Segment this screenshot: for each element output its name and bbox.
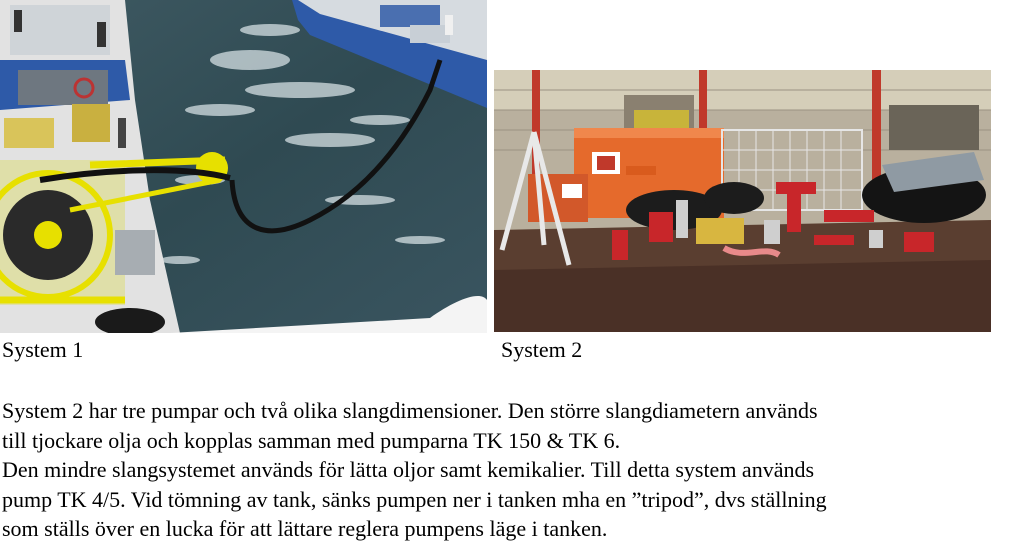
system-2-caption: System 2: [501, 337, 583, 362]
description-line: Den mindre slangsystemet används för lätta oljor samt kemikalier. Till detta system används: [2, 457, 815, 482]
description-line: som ställs över en lucka för att lättare reglera pumpens läge i tanken.: [2, 516, 608, 541]
system-1-photo: [0, 0, 487, 333]
description-line: pump TK 4/5. Vid tömning av tank, sänks pumpen ner i tanken mha en ”tripod”, dvs ställning: [2, 486, 827, 512]
description-line: till tjockare olja och kopplas samman med pumparna TK 150 & TK 6.: [2, 427, 621, 453]
description-paragraph: [2, 396, 1022, 544]
system-2-photo: [494, 70, 991, 332]
description-line: System 2 har tre pumpar och två olika slangdimensioner. Den större slangdiametern används: [2, 398, 818, 423]
system-1-caption: System 1: [2, 337, 84, 362]
